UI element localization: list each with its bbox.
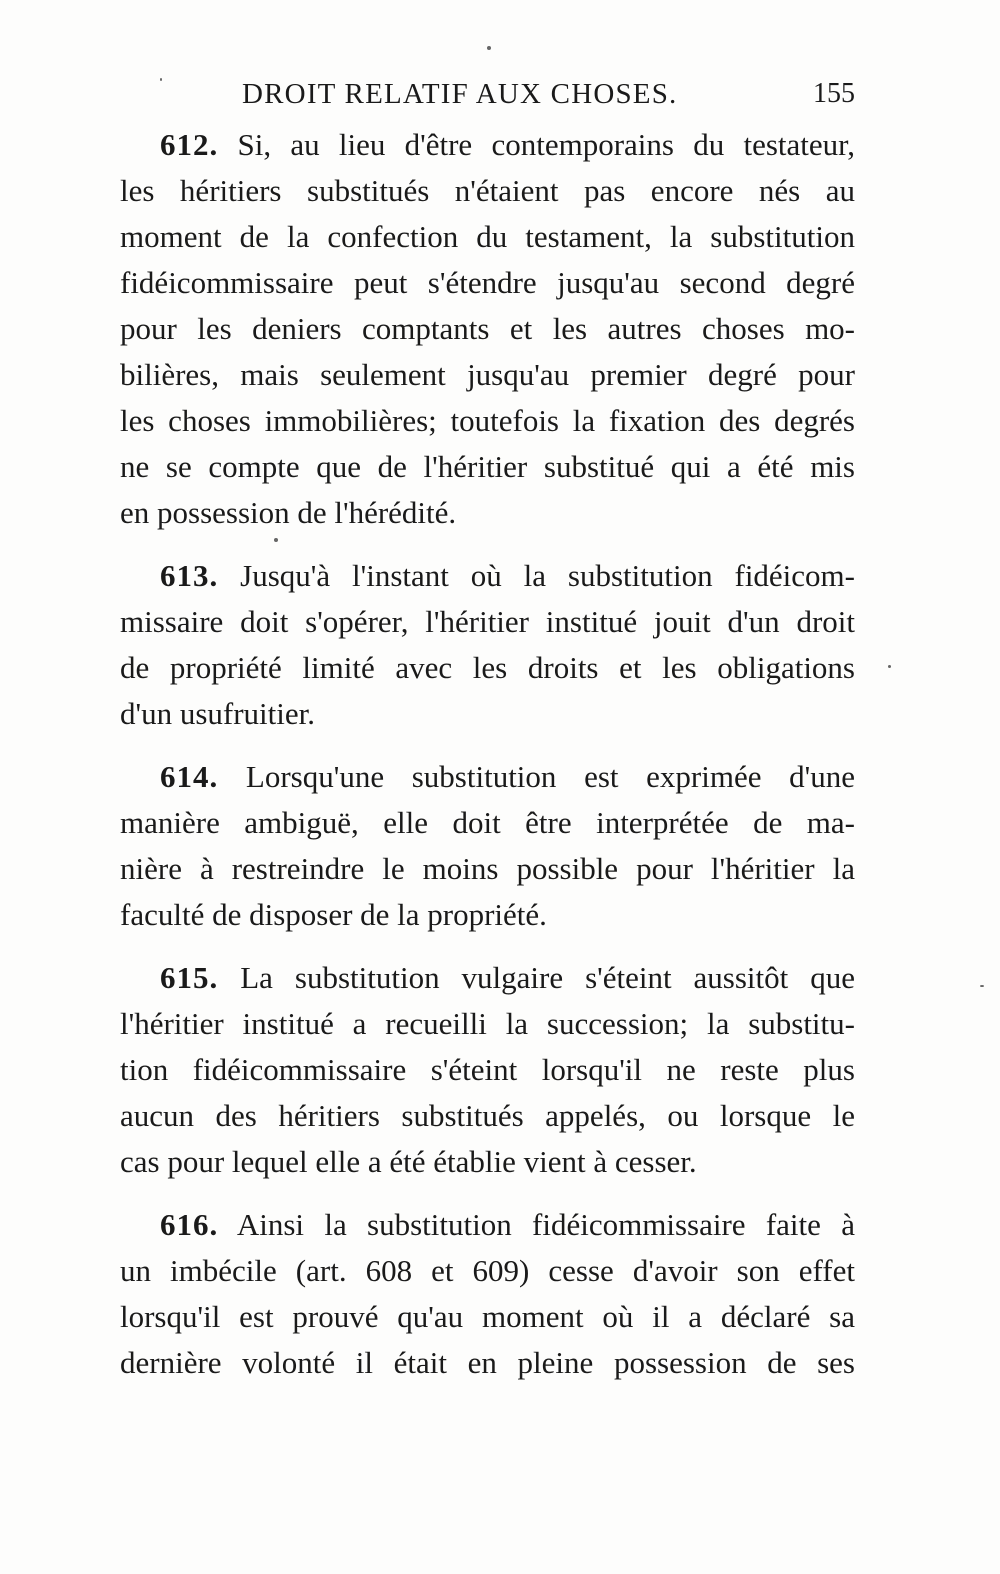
- scan-speck: [487, 46, 491, 50]
- page-number: 155: [813, 78, 855, 109]
- text-line: nière à restreindre le moins possible pour l'héritier la: [120, 851, 855, 886]
- text-line: bilières, mais seulement jusqu'au premier degré pour: [120, 357, 855, 392]
- text-line: les choses immobilières; toutefois la fixation des degrés: [120, 403, 855, 438]
- text-line: tion fidéicommissaire s'éteint lorsqu'il ne reste plus: [120, 1052, 855, 1087]
- article-number: 614.: [160, 759, 219, 794]
- text-line: d'un usufruitier.: [120, 696, 316, 731]
- body-text: [120, 122, 855, 1403]
- text-line: faculté de disposer de la propriété.: [120, 897, 547, 932]
- text-line: ne se compte que de l'héritier substitué qui a été mis: [120, 449, 855, 484]
- line-text: Lorsqu'une substitution est exprimée d'une: [245, 759, 855, 794]
- paragraph-614: [120, 754, 855, 938]
- article-number: 612.: [160, 127, 219, 162]
- text-line: missaire doit s'opérer, l'héritier institué jouit d'un droit: [120, 604, 855, 639]
- line-text: La substitution vulgaire s'éteint aussitôt que: [240, 960, 855, 995]
- line-text: Jusqu'à l'instant où la substitution fidéicom-: [240, 558, 855, 593]
- text-line: dernière volonté il était en pleine possession de ses: [120, 1345, 855, 1380]
- text-line: pour les deniers comptants et les autres choses mo-: [120, 311, 855, 346]
- line-text: Ainsi la substitution fidéicommissaire faite à: [236, 1207, 855, 1242]
- paragraph-first-line: [120, 955, 855, 1001]
- paragraph-615: [120, 955, 855, 1185]
- text-line: cas pour lequel elle a été établie vient à cesser.: [120, 1144, 697, 1179]
- scan-speck: [888, 665, 891, 668]
- paragraph-613: [120, 553, 855, 737]
- text-line: en possession de l'hérédité.: [120, 495, 457, 530]
- text-line: moment de la confection du testament, la substitution: [120, 219, 855, 254]
- text-line: l'héritier institué a recueilli la succession; la substitu-: [120, 1006, 855, 1041]
- article-number: 613.: [160, 558, 219, 593]
- text-line: manière ambiguë, elle doit être interprétée de ma-: [120, 805, 855, 840]
- text-line: fidéicommissaire peut s'étendre jusqu'au second degré: [120, 265, 855, 300]
- running-title: DROIT RELATIF AUX CHOSES.: [242, 78, 678, 110]
- line-text: Si, au lieu d'être contemporains du testateur,: [237, 127, 855, 162]
- paragraph-first-line: [120, 1202, 855, 1248]
- text-line: aucun des héritiers substitués appelés, ou lorsque le: [120, 1098, 855, 1133]
- scan-speck: [274, 538, 278, 542]
- article-number: 615.: [160, 960, 219, 995]
- running-head: [120, 72, 855, 116]
- text-line: un imbécile (art. 608 et 609) cesse d'avoir son effet: [120, 1253, 855, 1288]
- text-line: lorsqu'il est prouvé qu'au moment où il a déclaré sa: [120, 1299, 855, 1334]
- paragraph-first-line: [120, 754, 855, 800]
- paragraph-first-line: [120, 553, 855, 599]
- paragraph-616: [120, 1202, 855, 1386]
- text-line: de propriété limité avec les droits et les obligations: [120, 650, 855, 685]
- text-line: les héritiers substitués n'étaient pas encore nés au: [120, 173, 855, 208]
- paragraph-612: [120, 122, 855, 536]
- article-number: 616.: [160, 1207, 219, 1242]
- paragraph-first-line: [120, 122, 855, 168]
- scan-speck: [980, 985, 984, 987]
- scan-speck: [160, 78, 162, 81]
